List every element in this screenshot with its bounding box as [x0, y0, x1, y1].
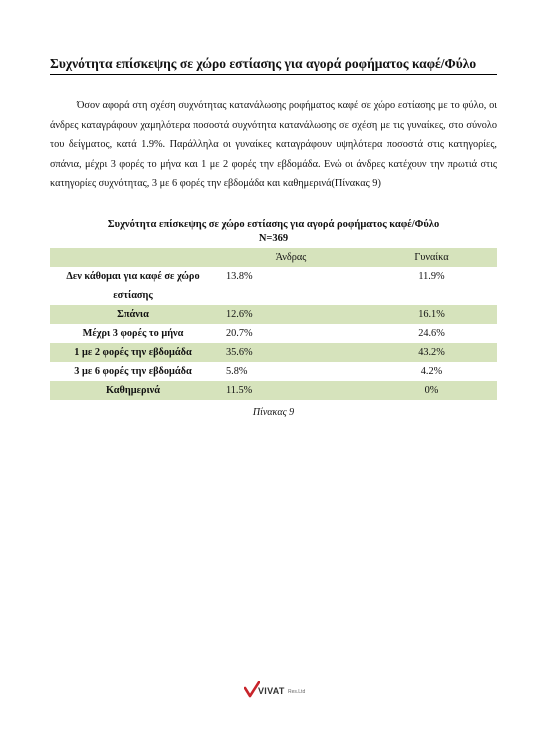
vivat-logo [244, 681, 324, 701]
cell-men: 11.5% [216, 381, 366, 400]
table-row [50, 362, 497, 381]
cell-men: 35.6% [216, 343, 366, 362]
table-header-row [50, 248, 497, 267]
row-label: 1 με 2 φορές την εβδομάδα [50, 343, 216, 362]
logo-subtext: Res.Ltd [288, 689, 306, 695]
table-number-caption: Πίνακας 9 [252, 407, 295, 418]
row-label: Καθημερινά [50, 381, 216, 400]
logo-text: VIVAT [258, 686, 285, 696]
table-row [50, 267, 497, 305]
cell-men: 13.8% [226, 271, 253, 282]
header-blank-cell [50, 248, 216, 267]
cell-men: 12.6% [216, 305, 366, 324]
cell-women: 11.9% [418, 271, 445, 282]
table-caption [50, 218, 497, 246]
row-label: Σπάνια [50, 305, 216, 324]
row-label: 3 με 6 φορές την εβδομάδα [74, 366, 192, 377]
table-row [50, 343, 497, 362]
cell-women: 0% [366, 381, 497, 400]
table-row [50, 324, 497, 343]
table-row [50, 381, 497, 400]
table-title: Συχνότητα επίσκεψης σε χώρο εστίασης για αγορά ροφήματος καφέ/Φύλο [107, 219, 440, 230]
cell-men: 20.7% [226, 328, 253, 339]
row-label: Μέχρι 3 φορές το μήνα [82, 328, 184, 339]
column-header-men: Άνδρας [216, 248, 366, 267]
cell-women: 24.6% [418, 328, 445, 339]
column-header-women: Γυναίκα [366, 248, 497, 267]
cell-women: 4.2% [420, 366, 443, 377]
frequency-gender-table [50, 248, 497, 400]
row-label: Δεν κάθομαι για καφέ σε χώρο εστίασης [66, 271, 200, 301]
body-paragraph: Όσον αφορά στη σχέση συχνότητας κατανάλωσης ροφήματος καφέ σε χώρο εστίασης με το φύλο, οι άνδρες καταγράφουν χαμηλότερα ποσοστά συχνότητα κατανάλωσης σε σχέση με τις γυναίκες, στο σύνολο του δείγματος, κατά 1.9%. Παράλληλα οι γυναίκες καταγράφουν υψηλότερα ποσοστά στις κατηγορίες, σπάνια, μέχρι 3 φορές το μήνα και 1 με 2 φορές την εβδομάδα. Ενώ οι άνδρες κατέχουν την πρωτιά στις κατηγορίες συχνότητας, 3 με 6 φορές την εβδομάδα και καθημερινά(Πίνακας 9) [50, 100, 497, 189]
cell-men: 5.8% [226, 366, 248, 377]
cell-women: 16.1% [366, 305, 497, 324]
cell-women: 43.2% [366, 343, 497, 362]
sample-size: N=369 [258, 233, 289, 244]
table-row [50, 305, 497, 324]
section-heading: Συχνότητα επίσκεψης σε χώρο εστίασης για αγορά ροφήματος καφέ/Φύλο [50, 55, 497, 75]
